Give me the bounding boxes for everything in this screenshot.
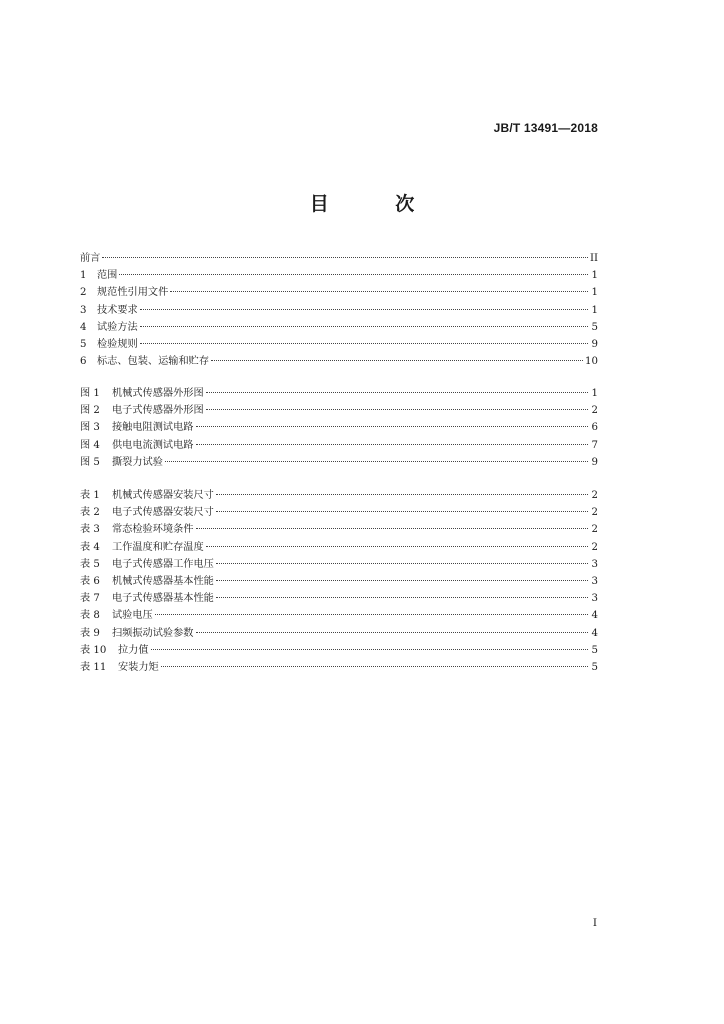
toc-entry-page: 5 [591, 661, 598, 673]
toc-entry-label: 机械式传感器基本性能 [112, 575, 214, 587]
toc-entry-page: 5 [591, 321, 598, 333]
dot-leader [196, 426, 589, 427]
dot-leader [216, 511, 588, 512]
toc-entry-number: 表 9 [80, 627, 100, 639]
toc-entry-label: 拉力值 [118, 644, 149, 656]
toc-entry-label: 电子式传感器工作电压 [112, 558, 214, 570]
dot-leader [170, 291, 588, 292]
toc-entry-page: 2 [591, 507, 598, 519]
dot-leader [151, 649, 588, 650]
toc-entry[interactable] [80, 301, 598, 318]
toc-entry-label: 撕裂力试验 [112, 456, 163, 468]
dot-leader [196, 632, 589, 633]
page-title: 目 次 [309, 193, 445, 215]
toc-entry-number: 表 4 [80, 541, 100, 553]
toc-entry-label: 标志、包装、运输和贮存 [97, 356, 210, 368]
toc-entry-page: 3 [591, 575, 598, 587]
toc-figure-entry[interactable] [80, 384, 598, 401]
toc-figure-entry[interactable] [80, 453, 598, 470]
dot-leader [161, 666, 588, 667]
toc-entry-number: 表 8 [80, 610, 100, 622]
toc-entry-label: 常态检验环境条件 [112, 524, 194, 536]
toc-entry-page: 1 [591, 270, 598, 282]
toc-table-entry[interactable] [80, 658, 598, 675]
toc-entry-number: 表 11 [80, 661, 107, 673]
toc-entry[interactable] [80, 318, 598, 335]
toc-entry-page: 1 [591, 287, 598, 299]
dot-leader [140, 309, 588, 310]
toc-entry-label: 电子式传感器安装尺寸 [112, 507, 214, 519]
page-number: I [592, 917, 597, 929]
toc-tables [80, 486, 598, 675]
dot-leader [216, 580, 588, 581]
toc-entry-label: 扫频振动试验参数 [112, 627, 194, 639]
toc-table-entry[interactable] [80, 486, 598, 503]
toc-table-entry[interactable] [80, 606, 598, 623]
toc-entry-number: 表 2 [80, 507, 100, 519]
toc-entry-page: 9 [591, 338, 598, 350]
dot-leader [216, 563, 588, 564]
dot-leader [102, 257, 588, 258]
toc-entry-page: 2 [591, 541, 598, 553]
dot-leader [206, 392, 588, 393]
dot-leader [196, 444, 589, 445]
toc-table-entry[interactable] [80, 624, 598, 641]
toc-entry-number: 图 2 [80, 405, 100, 417]
toc-entry-label: 技术要求 [97, 304, 138, 316]
dot-leader [196, 528, 589, 529]
toc-entry-page: 4 [591, 610, 598, 622]
dot-leader [206, 546, 588, 547]
toc-entry-label: 机械式传感器外形图 [112, 388, 204, 399]
dot-leader [155, 614, 588, 615]
dot-leader [206, 409, 588, 410]
toc-table-entry[interactable] [80, 555, 598, 572]
toc-entry-page: II [589, 253, 598, 264]
toc-entry-number: 4 [80, 321, 87, 333]
toc-figure-entry[interactable] [80, 436, 598, 453]
toc-entry-label: 接触电阻测试电路 [112, 422, 194, 434]
dot-leader [211, 360, 583, 361]
toc-entry-page: 7 [591, 439, 598, 451]
toc-entry-number: 3 [80, 304, 87, 316]
toc-entry[interactable] [80, 249, 598, 266]
toc-figures [80, 384, 598, 470]
toc-entry-number: 图 4 [80, 439, 100, 451]
toc-entry-number: 2 [80, 287, 87, 299]
dot-leader [119, 274, 588, 275]
toc-entry-label: 范围 [97, 270, 118, 282]
dot-leader [140, 343, 588, 344]
toc-entry-label: 电子式传感器外形图 [112, 405, 204, 417]
standard-number: JB/T 13491—2018 [493, 121, 598, 135]
toc-entry-label: 规范性引用文件 [97, 287, 169, 299]
toc-entry-label: 检验规则 [97, 338, 138, 350]
toc-entry-page: 3 [591, 593, 598, 605]
toc-entry-number: 图 3 [80, 422, 100, 434]
toc-entry-label: 试验电压 [112, 610, 153, 622]
toc-entry[interactable] [80, 335, 598, 352]
toc-entry[interactable] [80, 283, 598, 300]
toc-entry-page: 6 [591, 422, 598, 434]
toc-entry-number: 表 5 [80, 558, 100, 570]
toc-entry-page: 1 [591, 304, 598, 316]
toc-entry-page: 5 [591, 644, 598, 656]
toc-sections [80, 249, 598, 369]
toc-entry-number: 6 [80, 356, 87, 368]
toc-entry-page: 9 [591, 456, 598, 468]
toc-entry-page: 2 [591, 405, 598, 417]
toc-figure-entry[interactable] [80, 418, 598, 435]
toc-entry-label: 工作温度和贮存温度 [112, 541, 204, 553]
toc-entry-number: 表 3 [80, 524, 100, 536]
dot-leader [216, 494, 588, 495]
toc-entry-label: 机械式传感器安装尺寸 [112, 490, 214, 501]
toc-entry-page: 2 [591, 490, 598, 501]
toc-entry-label: 电子式传感器基本性能 [112, 593, 214, 605]
toc-entry-number: 表 10 [80, 644, 107, 656]
toc-table-entry[interactable] [80, 538, 598, 555]
toc-entry-number: 图 5 [80, 456, 100, 468]
toc-entry-number: 表 7 [80, 593, 100, 605]
toc-table-entry[interactable] [80, 520, 598, 537]
toc-entry[interactable] [80, 352, 598, 369]
toc-entry-page: 4 [591, 627, 598, 639]
toc-entry-page: 3 [591, 558, 598, 570]
toc-table-entry[interactable] [80, 589, 598, 606]
dot-leader [165, 461, 588, 462]
toc-table-entry[interactable] [80, 572, 598, 589]
toc-entry-number: 5 [80, 338, 87, 350]
toc-entry-page: 10 [585, 356, 598, 368]
toc-table-entry[interactable] [80, 641, 598, 658]
toc-entry-label: 供电电流测试电路 [112, 439, 194, 451]
toc-entry-page: 1 [591, 388, 598, 399]
toc-entry-label: 试验方法 [97, 321, 138, 333]
dot-leader [216, 597, 588, 598]
dot-leader [140, 326, 588, 327]
toc-entry-number: 表 6 [80, 575, 100, 587]
toc-entry-number: 表 1 [80, 490, 100, 501]
toc-figure-entry[interactable] [80, 401, 598, 418]
toc-entry-page: 2 [591, 524, 598, 536]
toc-entry-label: 前言 [80, 253, 101, 264]
toc-entry[interactable] [80, 266, 598, 283]
toc-entry-number: 图 1 [80, 388, 100, 399]
toc-table-entry[interactable] [80, 503, 598, 520]
toc-entry-number: 1 [80, 270, 87, 282]
toc-entry-label: 安装力矩 [118, 661, 159, 673]
